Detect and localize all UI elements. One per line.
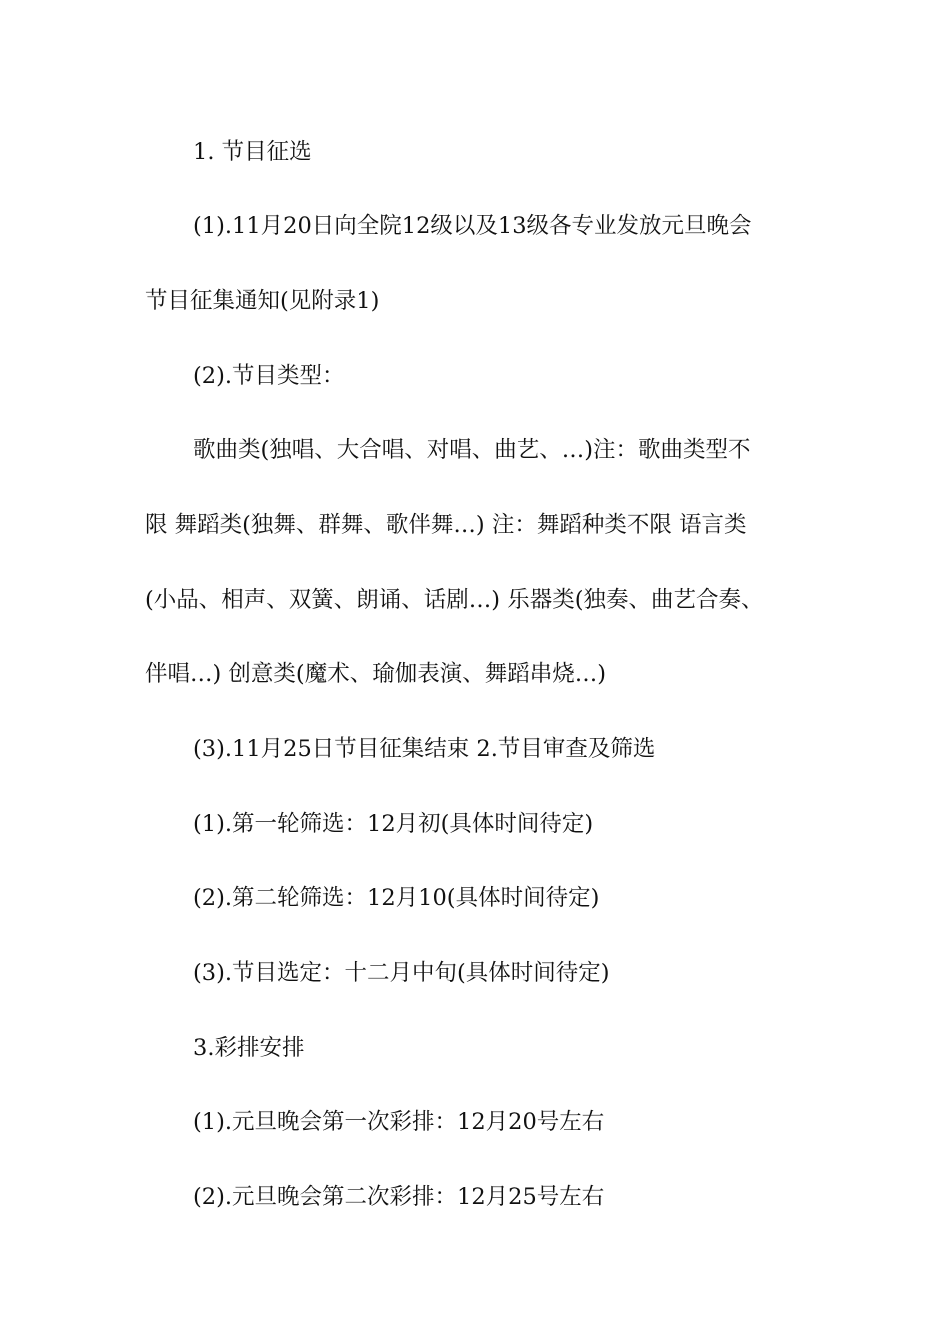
paragraph-line: (小品、相声、双簧、朗诵、话剧…) 乐器类(独奏、曲艺合奏、	[145, 587, 764, 613]
paragraph-line: 限 舞蹈类(独舞、群舞、歌伴舞…) 注：舞蹈种类不限 语言类	[145, 512, 747, 538]
section-heading-rehearsal: 3.彩排安排	[193, 1035, 305, 1061]
paragraph-line: 伴唱…) 创意类(魔术、瑜伽表演、舞蹈串烧…)	[145, 661, 606, 687]
paragraph-line: (2).节目类型：	[193, 363, 345, 389]
paragraph-line: (3).11月25日节目征集结束 2.节目审查及筛选	[193, 736, 656, 762]
paragraph-line: 歌曲类(独唱、大合唱、对唱、曲艺、…)注：歌曲类型不	[193, 437, 751, 463]
paragraph-line: (2).第二轮筛选：12月10(具体时间待定)	[193, 885, 600, 911]
paragraph-line: (2).元旦晚会第二次彩排：12月25号左右	[193, 1184, 605, 1210]
paragraph-line: (1).元旦晚会第一次彩排：12月20号左右	[193, 1109, 605, 1135]
paragraph-line: (1).第一轮筛选：12月初(具体时间待定)	[193, 811, 594, 837]
paragraph-line: (1).11月20日向全院12级以及13级各专业发放元旦晚会	[193, 213, 752, 239]
section-heading-program-selection: 1. 节目征选	[193, 139, 312, 165]
paragraph-line: 节目征集通知(见附录1)	[145, 288, 380, 314]
paragraph-line: (3).节目选定：十二月中旬(具体时间待定)	[193, 960, 610, 986]
